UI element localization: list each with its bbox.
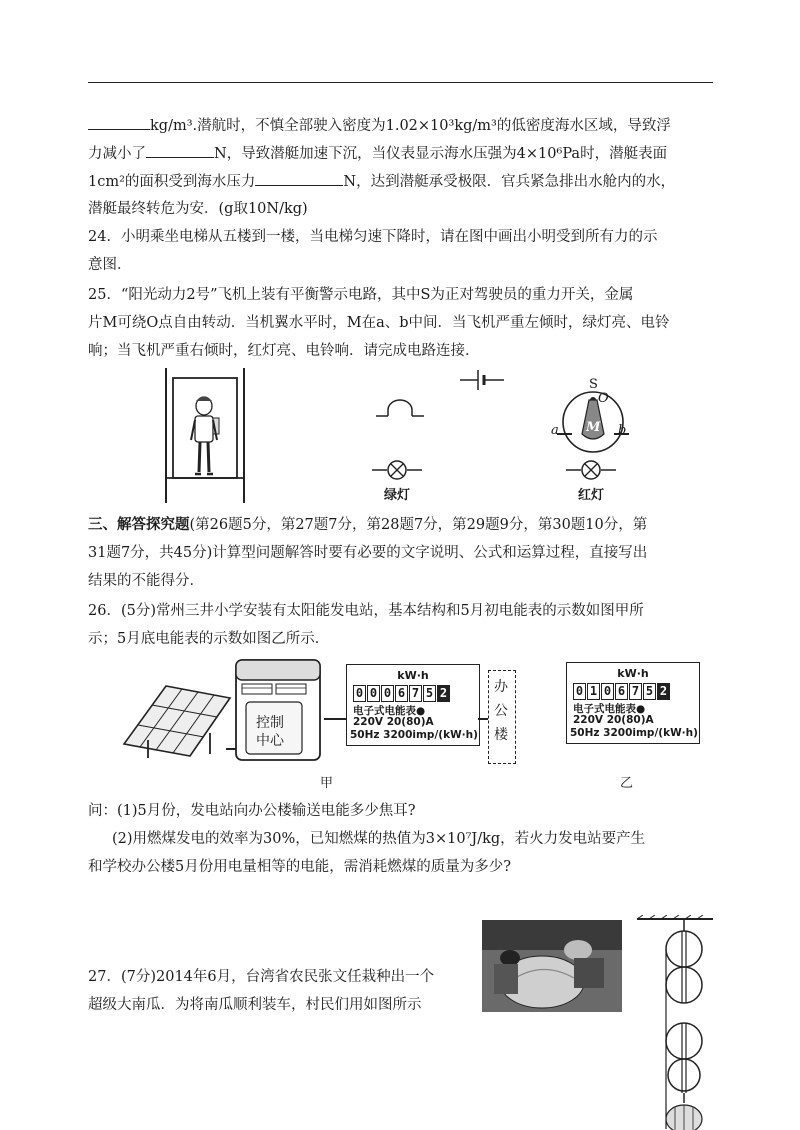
meter-jia-digit: 0 xyxy=(353,685,366,702)
switch-label-b: b xyxy=(618,423,627,438)
q26-ask-1: 问：(1)5月份，发电站向办公楼输送电能多少焦耳? xyxy=(88,803,416,819)
meter-jia-title: 电子式电能表● xyxy=(353,705,426,717)
solar-panel-icon xyxy=(118,678,233,760)
meter-yi-digit: 1 xyxy=(587,683,600,700)
electric-bell-icon xyxy=(376,398,424,422)
meter-yi-title: 电子式电能表● xyxy=(573,703,646,715)
q23-line-1: kg/m³.潜航时，不慎全部驶入密度为1.02×10³kg/m³的低密度海水区域，导致浮 xyxy=(88,115,671,136)
q25-line-3: 响；当飞机严重右倾时，红灯亮、电铃响．请完成电路连接． xyxy=(88,343,480,359)
meter-jia-digits xyxy=(353,685,450,702)
answer-blank-pressure-force xyxy=(255,171,343,186)
meter-jia-digit: 6 xyxy=(395,685,408,702)
q24-line-1: 24．小明乘坐电梯从五楼到一楼，当电梯匀速下降时，请在图中画出小明受到所有力的示 xyxy=(88,229,658,245)
red-lamp-label: 红灯 xyxy=(578,488,605,503)
answer-blank-density xyxy=(88,115,150,130)
q25-line-1: 25．“阳光动力2号”飞机上装有平衡警示电路，其中S为正对驾驶员的重力开关，金属 xyxy=(88,287,634,303)
energy-meter-jia xyxy=(346,664,480,746)
energy-meter-yi xyxy=(566,662,700,744)
meter-yi-digit: 0 xyxy=(601,683,614,700)
figure-label-yi: 乙 xyxy=(620,776,634,791)
section3-title: 三、解答探究题 xyxy=(88,516,190,533)
meter-yi-digit: 5 xyxy=(643,683,656,700)
meter-jia-decimal-digit: 2 xyxy=(437,685,450,702)
person-icon xyxy=(191,397,219,475)
meter-yi-digit: 0 xyxy=(573,683,586,700)
meter-jia-unit: kW·h xyxy=(397,669,429,682)
q24-line-2: 意图． xyxy=(88,257,132,273)
office-label-2: 公 xyxy=(494,703,508,719)
meter-yi-spec-1: 220V 20(80)A xyxy=(573,714,654,726)
control-center-label-2: 中心 xyxy=(256,733,284,749)
meter-jia-digit: 0 xyxy=(367,685,380,702)
q23-line-3: 1cm²的面积受到海水压力 N，达到潜艇承受极限．官兵紧急排出水舱内的水， xyxy=(88,171,675,192)
q26-ask-2-line-1: (2)用燃煤发电的效率为30%，已知燃煤的热值为3×10⁷J/kg，若火力发电站要产生 xyxy=(112,831,646,847)
meter-jia-digit: 7 xyxy=(409,685,422,702)
wire-control-meter xyxy=(324,718,346,720)
office-label-3: 楼 xyxy=(494,727,508,743)
switch-label-m: M xyxy=(586,420,601,435)
q27-line-1: 27．(7分)2014年6月，台湾省农民张文任栽种出一个 xyxy=(88,969,435,985)
answer-blank-buoyancy xyxy=(146,143,214,158)
wire-meter-office xyxy=(478,718,488,720)
figure-label-jia: 甲 xyxy=(320,776,334,791)
meter-yi-unit: kW·h xyxy=(617,667,649,680)
meter-jia-digit: 0 xyxy=(381,685,394,702)
meter-yi-spec-2: 50Hz 3200imp/(kW·h) xyxy=(570,727,698,739)
green-lamp-icon xyxy=(372,458,422,482)
meter-yi-digit: 6 xyxy=(615,683,628,700)
q26-line-1: 26．(5分)常州三井小学安装有太阳能发电站，基本结构和5月初电能表的示数如图甲所 xyxy=(88,603,644,619)
q25-line-2: 片M可绕O点自由转动．当机翼水平时，M在a、b中间．当飞机严重左倾时，绿灯亮、电铃 xyxy=(88,315,670,331)
green-lamp-label: 绿灯 xyxy=(384,488,411,503)
q23-line-2: 力减小了 N，导致潜艇加速下沉，当仪表显示海水压强为4×10⁶Pa时，潜艇表面 xyxy=(88,143,667,164)
section3-line-3: 结果的不能得分． xyxy=(88,573,204,589)
battery-icon xyxy=(460,368,504,392)
office-label-1: 办 xyxy=(494,679,508,695)
section3-line-1: 三、解答探究题(第26题5分，第27题7分，第28题7分，第29题9分，第30题10分，第 xyxy=(88,516,648,533)
switch-label-o: O xyxy=(598,391,609,406)
header-rule xyxy=(88,82,713,83)
red-lamp-icon xyxy=(566,458,616,482)
meter-yi-digit: 7 xyxy=(629,683,642,700)
meter-yi-decimal-digit: 2 xyxy=(657,683,670,700)
switch-label-s: S xyxy=(589,377,598,392)
meter-yi-digits xyxy=(573,683,670,700)
meter-jia-digit: 5 xyxy=(423,685,436,702)
pulley-diagram xyxy=(635,915,715,1130)
q26-ask-2-line-2: 和学校办公楼5月份用电量相等的电能，需消耗燃煤的质量为多少? xyxy=(88,859,511,875)
section3-line-2: 31题7分，共45分)计算型问题解答时要有必要的文字说明、公式和运算过程，直接写出 xyxy=(88,545,648,561)
q27-line-2: 超级大南瓜．为将南瓜顺利装车，村民们用如图所示 xyxy=(88,997,422,1013)
q23-line-4: 潜艇最终转危为安．(g取10N/kg) xyxy=(88,201,308,217)
q26-line-2: 示；5月底电能表的示数如图乙所示． xyxy=(88,631,330,647)
meter-jia-spec-1: 220V 20(80)A xyxy=(353,716,434,728)
elevator-figure xyxy=(160,368,250,503)
switch-label-a: a xyxy=(551,423,559,438)
control-center-label-1: 控制 xyxy=(256,715,284,731)
meter-jia-spec-2: 50Hz 3200imp/(kW·h) xyxy=(350,729,478,741)
pumpkin-photo xyxy=(482,920,622,1012)
